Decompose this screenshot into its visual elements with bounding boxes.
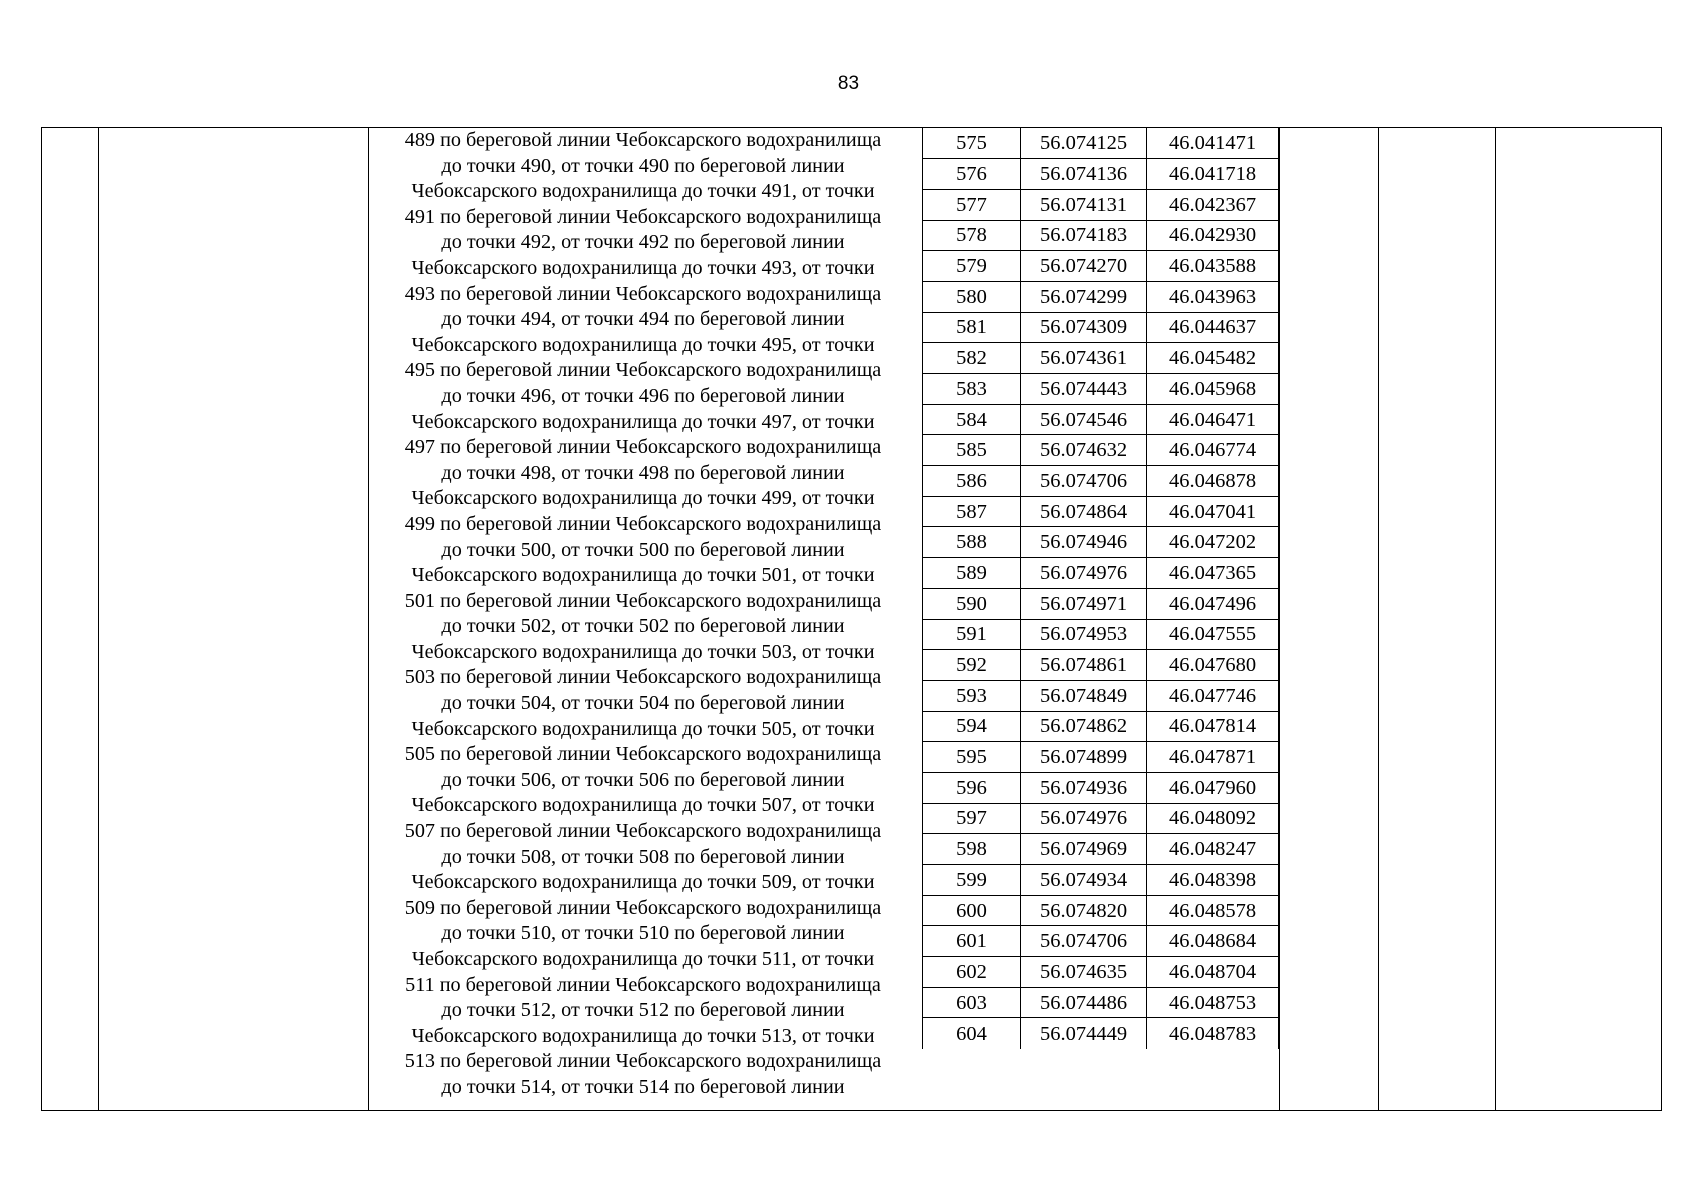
description-line: Чебоксарского водохранилища до точки 505, от точки bbox=[411, 717, 875, 740]
latitude-cell: 56.074136 bbox=[1021, 159, 1147, 190]
latitude-cell: 56.074270 bbox=[1021, 251, 1147, 282]
table-row bbox=[923, 803, 1279, 834]
latitude-cell: 56.074976 bbox=[1021, 803, 1147, 834]
latitude-cell: 56.074864 bbox=[1021, 496, 1147, 527]
point-number-cell: 595 bbox=[923, 742, 1021, 773]
latitude-cell: 56.074443 bbox=[1021, 374, 1147, 405]
table-row bbox=[923, 343, 1279, 374]
latitude-cell: 56.074635 bbox=[1021, 957, 1147, 988]
description-line: Чебоксарского водохранилища до точки 511, от точки bbox=[411, 948, 875, 970]
coordinates-table-body bbox=[923, 128, 1279, 1049]
table-row bbox=[923, 404, 1279, 435]
latitude-cell: 56.074449 bbox=[1021, 1018, 1147, 1049]
table-row bbox=[923, 220, 1279, 251]
description-line: 505 по береговой линии Чебоксарского водохранилища bbox=[404, 743, 882, 766]
latitude-cell: 56.074976 bbox=[1021, 558, 1147, 589]
longitude-cell: 46.047871 bbox=[1147, 742, 1279, 773]
longitude-cell: 46.047555 bbox=[1147, 619, 1279, 650]
table-row bbox=[923, 496, 1279, 527]
point-number-cell: 579 bbox=[923, 251, 1021, 282]
description-line: до точки 494, от точки 494 по береговой линии bbox=[441, 308, 845, 331]
point-number-cell: 584 bbox=[923, 404, 1021, 435]
table-row bbox=[923, 251, 1279, 282]
description-line: до точки 490, от точки 490 по береговой линии bbox=[441, 154, 845, 177]
longitude-cell: 46.041718 bbox=[1147, 159, 1279, 190]
latitude-cell: 56.074125 bbox=[1021, 128, 1147, 159]
latitude-cell: 56.074971 bbox=[1021, 588, 1147, 619]
latitude-cell: 56.074632 bbox=[1021, 435, 1147, 466]
point-number-cell: 588 bbox=[923, 527, 1021, 558]
latitude-cell: 56.074820 bbox=[1021, 895, 1147, 926]
longitude-cell: 46.047041 bbox=[1147, 496, 1279, 527]
point-number-cell: 581 bbox=[923, 312, 1021, 343]
description-line: 511 по береговой линии Чебоксарского водохранилища bbox=[405, 973, 881, 996]
point-number-cell: 594 bbox=[923, 711, 1021, 742]
latitude-cell: 56.074361 bbox=[1021, 343, 1147, 374]
description-line: до точки 498, от точки 498 по береговой линии bbox=[441, 461, 845, 484]
description-line: Чебоксарского водохранилища до точки 507, от точки bbox=[411, 794, 875, 817]
longitude-cell: 46.048783 bbox=[1147, 1018, 1279, 1049]
table-row bbox=[923, 619, 1279, 650]
point-number-cell: 589 bbox=[923, 558, 1021, 589]
point-number-cell: 583 bbox=[923, 374, 1021, 405]
table-row bbox=[923, 834, 1279, 865]
table-row bbox=[923, 558, 1279, 589]
description-line: до точки 506, от точки 506 по береговой линии bbox=[441, 768, 845, 791]
description-line: Чебоксарского водохранилища до точки 509, от точки bbox=[411, 871, 875, 894]
description-line: Чебоксарского водохранилища до точки 501, от точки bbox=[411, 564, 875, 587]
description-line: 499 по береговой линии Чебоксарского водохранилища bbox=[404, 512, 882, 535]
point-number-cell: 593 bbox=[923, 680, 1021, 711]
description-line: Чебоксарского водохранилища до точки 499, от точки bbox=[411, 487, 875, 510]
latitude-cell: 56.074969 bbox=[1021, 834, 1147, 865]
point-number-cell: 587 bbox=[923, 496, 1021, 527]
table-row bbox=[923, 435, 1279, 466]
latitude-cell: 56.074706 bbox=[1021, 466, 1147, 497]
description-line: 497 по береговой линии Чебоксарского водохранилища bbox=[404, 436, 882, 459]
point-number-cell: 604 bbox=[923, 1018, 1021, 1049]
column-divider bbox=[1378, 128, 1379, 1110]
longitude-cell: 46.048247 bbox=[1147, 834, 1279, 865]
description-line: Чебоксарского водохранилища до точки 495, от точки bbox=[411, 333, 875, 356]
point-number-cell: 586 bbox=[923, 466, 1021, 497]
table-row bbox=[923, 189, 1279, 220]
column-divider bbox=[1495, 128, 1496, 1110]
point-number-cell: 599 bbox=[923, 865, 1021, 896]
longitude-cell: 46.042367 bbox=[1147, 189, 1279, 220]
latitude-cell: 56.074309 bbox=[1021, 312, 1147, 343]
longitude-cell: 46.045968 bbox=[1147, 374, 1279, 405]
column-divider bbox=[1279, 128, 1280, 1110]
latitude-cell: 56.074299 bbox=[1021, 281, 1147, 312]
description-line: 503 по береговой линии Чебоксарского водохранилища bbox=[404, 666, 882, 689]
latitude-cell: 56.074899 bbox=[1021, 742, 1147, 773]
longitude-cell: 46.047814 bbox=[1147, 711, 1279, 742]
longitude-cell: 46.043963 bbox=[1147, 281, 1279, 312]
longitude-cell: 46.047202 bbox=[1147, 527, 1279, 558]
description-line: 501 по береговой линии Чебоксарского водохранилища bbox=[404, 589, 882, 612]
description-line: до точки 496, от точки 496 по береговой линии bbox=[441, 384, 845, 407]
latitude-cell: 56.074131 bbox=[1021, 189, 1147, 220]
table-row bbox=[923, 527, 1279, 558]
longitude-cell: 46.042930 bbox=[1147, 220, 1279, 251]
point-number-cell: 590 bbox=[923, 588, 1021, 619]
table-row bbox=[923, 588, 1279, 619]
longitude-cell: 46.046878 bbox=[1147, 466, 1279, 497]
table-row bbox=[923, 281, 1279, 312]
table-row bbox=[923, 374, 1279, 405]
table-row bbox=[923, 159, 1279, 190]
description-line: до точки 504, от точки 504 по береговой линии bbox=[441, 692, 845, 715]
table-row bbox=[923, 128, 1279, 159]
description-line: 495 по береговой линии Чебоксарского водохранилища bbox=[404, 359, 882, 382]
table-row bbox=[923, 987, 1279, 1018]
point-number-cell: 602 bbox=[923, 957, 1021, 988]
latitude-cell: 56.074486 bbox=[1021, 987, 1147, 1018]
table-row bbox=[923, 466, 1279, 497]
longitude-cell: 46.047960 bbox=[1147, 772, 1279, 803]
table-row bbox=[923, 1018, 1279, 1049]
description-line: Чебоксарского водохранилища до точки 513, от точки bbox=[411, 1024, 875, 1047]
table-row bbox=[923, 742, 1279, 773]
description-line: до точки 510, от точки 510 по береговой линии bbox=[441, 922, 845, 945]
description-line: 507 по береговой линии Чебоксарского водохранилища bbox=[404, 820, 882, 843]
longitude-cell: 46.048398 bbox=[1147, 865, 1279, 896]
description-line: Чебоксарского водохранилища до точки 493, от точки bbox=[411, 256, 875, 279]
table-row bbox=[923, 957, 1279, 988]
longitude-cell: 46.046471 bbox=[1147, 404, 1279, 435]
table-row bbox=[923, 680, 1279, 711]
longitude-cell: 46.046774 bbox=[1147, 435, 1279, 466]
latitude-cell: 56.074706 bbox=[1021, 926, 1147, 957]
point-number-cell: 575 bbox=[923, 128, 1021, 159]
point-number-cell: 585 bbox=[923, 435, 1021, 466]
longitude-cell: 46.048578 bbox=[1147, 895, 1279, 926]
table-row bbox=[923, 650, 1279, 681]
point-number-cell: 577 bbox=[923, 189, 1021, 220]
table-row bbox=[923, 312, 1279, 343]
column-divider bbox=[98, 128, 99, 1110]
point-number-cell: 596 bbox=[923, 772, 1021, 803]
point-number-cell: 592 bbox=[923, 650, 1021, 681]
description-line: до точки 512, от точки 512 по береговой линии bbox=[441, 999, 845, 1022]
boundary-description bbox=[369, 128, 917, 1101]
longitude-cell: 46.047680 bbox=[1147, 650, 1279, 681]
latitude-cell: 56.074861 bbox=[1021, 650, 1147, 681]
longitude-cell: 46.047746 bbox=[1147, 680, 1279, 711]
latitude-cell: 56.074953 bbox=[1021, 619, 1147, 650]
description-line: Чебоксарского водохранилища до точки 491, от точки bbox=[411, 180, 875, 203]
point-number-cell: 597 bbox=[923, 803, 1021, 834]
longitude-cell: 46.045482 bbox=[1147, 343, 1279, 374]
description-line: 493 по береговой линии Чебоксарского водохранилища bbox=[404, 282, 882, 305]
description-line: 509 по береговой линии Чебоксарского водохранилища bbox=[404, 896, 882, 919]
point-number-cell: 600 bbox=[923, 895, 1021, 926]
description-line: 491 по береговой линии Чебоксарского водохранилища bbox=[404, 205, 882, 228]
description-line: 489 по береговой линии Чебоксарского водохранилища bbox=[404, 129, 882, 151]
description-line: до точки 514, от точки 514 по береговой линии bbox=[441, 1075, 845, 1098]
page-number: 83 bbox=[837, 73, 860, 94]
latitude-cell: 56.074862 bbox=[1021, 711, 1147, 742]
point-number-cell: 580 bbox=[923, 281, 1021, 312]
coordinates-table bbox=[922, 128, 1279, 1049]
latitude-cell: 56.074936 bbox=[1021, 772, 1147, 803]
latitude-cell: 56.074546 bbox=[1021, 404, 1147, 435]
longitude-cell: 46.043588 bbox=[1147, 251, 1279, 282]
point-number-cell: 578 bbox=[923, 220, 1021, 251]
description-line: до точки 500, от точки 500 по береговой линии bbox=[441, 538, 845, 561]
point-number-cell: 598 bbox=[923, 834, 1021, 865]
table-row bbox=[923, 926, 1279, 957]
latitude-cell: 56.074934 bbox=[1021, 865, 1147, 896]
longitude-cell: 46.048092 bbox=[1147, 803, 1279, 834]
description-line: Чебоксарского водохранилища до точки 503, от точки bbox=[411, 640, 875, 663]
boundary-table bbox=[41, 127, 1662, 1111]
point-number-cell: 603 bbox=[923, 987, 1021, 1018]
longitude-cell: 46.048684 bbox=[1147, 926, 1279, 957]
longitude-cell: 46.041471 bbox=[1147, 128, 1279, 159]
point-number-cell: 576 bbox=[923, 159, 1021, 190]
table-row bbox=[923, 711, 1279, 742]
point-number-cell: 601 bbox=[923, 926, 1021, 957]
longitude-cell: 46.044637 bbox=[1147, 312, 1279, 343]
table-row bbox=[923, 895, 1279, 926]
description-line: до точки 502, от точки 502 по береговой линии bbox=[441, 615, 845, 638]
longitude-cell: 46.047365 bbox=[1147, 558, 1279, 589]
table-row bbox=[923, 865, 1279, 896]
description-line: Чебоксарского водохранилища до точки 497, от точки bbox=[411, 410, 875, 433]
table-row bbox=[923, 772, 1279, 803]
longitude-cell: 46.048753 bbox=[1147, 987, 1279, 1018]
longitude-cell: 46.047496 bbox=[1147, 588, 1279, 619]
description-line: до точки 508, от точки 508 по береговой линии bbox=[441, 845, 845, 868]
description-line: 513 по береговой линии Чебоксарского водохранилища bbox=[404, 1050, 882, 1073]
latitude-cell: 56.074849 bbox=[1021, 680, 1147, 711]
latitude-cell: 56.074183 bbox=[1021, 220, 1147, 251]
description-line: до точки 492, от точки 492 по береговой линии bbox=[441, 231, 845, 254]
latitude-cell: 56.074946 bbox=[1021, 527, 1147, 558]
longitude-cell: 46.048704 bbox=[1147, 957, 1279, 988]
point-number-cell: 591 bbox=[923, 619, 1021, 650]
point-number-cell: 582 bbox=[923, 343, 1021, 374]
